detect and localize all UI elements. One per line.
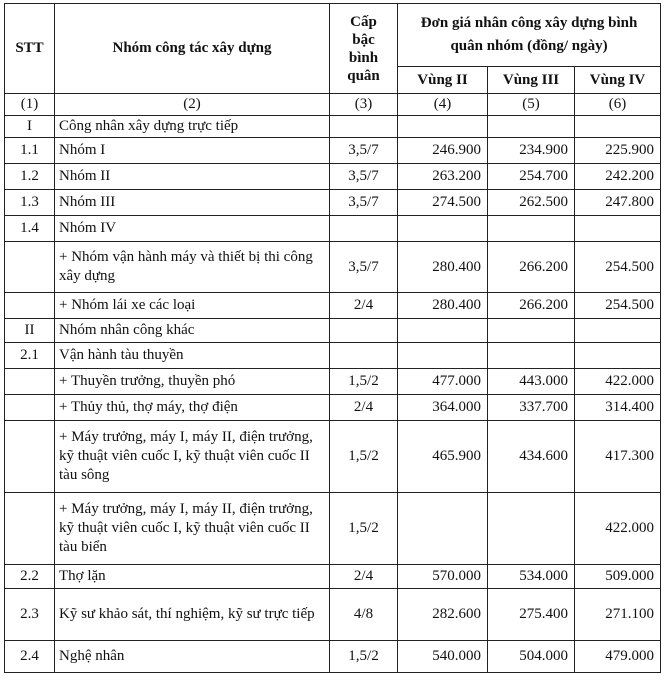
- row-v4: 422.000: [575, 369, 661, 395]
- row-name: Nhóm nhân công khác: [55, 319, 330, 343]
- row-level: 1,5/2: [330, 641, 398, 673]
- table-row: [5, 395, 661, 421]
- row-v3: 434.600: [488, 421, 575, 493]
- row-stt: II: [5, 319, 55, 343]
- header-price: Đơn giá nhân công xây dựng bình quân nhóm (đồng/ ngày): [398, 4, 661, 67]
- row-level: 1,5/2: [330, 493, 398, 565]
- row-v3: 234.900: [488, 138, 575, 164]
- header-level-line: bậc: [352, 31, 375, 48]
- row-v3: [488, 216, 575, 242]
- row-stt: 2.2: [5, 565, 55, 589]
- row-v4: 314.400: [575, 395, 661, 421]
- row-name: + Thuyền trưởng, thuyền phó: [55, 369, 330, 395]
- row-level: 3,5/7: [330, 138, 398, 164]
- row-stt: [5, 369, 55, 395]
- row-v4: 417.300: [575, 421, 661, 493]
- row-level: 3,5/7: [330, 190, 398, 216]
- row-name: + Thủy thủ, thợ máy, thợ điện: [55, 395, 330, 421]
- header-level: [330, 4, 398, 94]
- row-name: + Nhóm vận hành máy và thiết bị thi công xây dựng: [55, 242, 330, 293]
- table-row: [5, 242, 661, 293]
- row-v4: 254.500: [575, 293, 661, 319]
- row-v3: 254.700: [488, 164, 575, 190]
- row-level: [330, 319, 398, 343]
- row-v4: 242.200: [575, 164, 661, 190]
- table-row: [5, 421, 661, 493]
- row-level: 2/4: [330, 395, 398, 421]
- row-v3: 275.400: [488, 589, 575, 641]
- row-level: 2/4: [330, 293, 398, 319]
- header-region-3: Vùng III: [488, 67, 575, 94]
- row-v2: 282.600: [398, 589, 488, 641]
- table-row: [5, 589, 661, 641]
- row-level: 2/4: [330, 565, 398, 589]
- row-stt: 2.1: [5, 343, 55, 369]
- col-number: (5): [488, 94, 575, 116]
- header-group: Nhóm công tác xây dựng: [55, 4, 330, 94]
- row-stt: [5, 421, 55, 493]
- row-level: 1,5/2: [330, 369, 398, 395]
- row-name: + Nhóm lái xe các loại: [55, 293, 330, 319]
- row-stt: 2.4: [5, 641, 55, 673]
- table-row: [5, 565, 661, 589]
- row-name: + Máy trưởng, máy I, máy II, điện trưởng, kỹ thuật viên cuốc I, kỹ thuật viên cuốc II tàu sông: [55, 421, 330, 493]
- row-stt: I: [5, 116, 55, 138]
- table-row: [5, 343, 661, 369]
- row-v2: 280.400: [398, 293, 488, 319]
- row-v4: 422.000: [575, 493, 661, 565]
- row-v3: 504.000: [488, 641, 575, 673]
- table-row: [5, 116, 661, 138]
- table-row: [5, 293, 661, 319]
- row-v3: [488, 493, 575, 565]
- row-v2: [398, 343, 488, 369]
- row-v4: 271.100: [575, 589, 661, 641]
- row-v3: [488, 319, 575, 343]
- row-level: [330, 216, 398, 242]
- row-v2: [398, 319, 488, 343]
- row-name: + Máy trưởng, máy I, máy II, điện trưởng, kỹ thuật viên cuốc I, kỹ thuật viên cuốc II tàu biển: [55, 493, 330, 565]
- table-row: [5, 138, 661, 164]
- row-stt: [5, 242, 55, 293]
- table-row: [5, 369, 661, 395]
- row-v3: 337.700: [488, 395, 575, 421]
- row-v2: 274.500: [398, 190, 488, 216]
- col-number: (2): [55, 94, 330, 116]
- row-name: Nhóm I: [55, 138, 330, 164]
- row-stt: 1.1: [5, 138, 55, 164]
- row-v2: 465.900: [398, 421, 488, 493]
- row-level: 1,5/2: [330, 421, 398, 493]
- row-v3: [488, 343, 575, 369]
- table-row: [5, 164, 661, 190]
- col-number: (3): [330, 94, 398, 116]
- row-v4: 225.900: [575, 138, 661, 164]
- row-level: 4/8: [330, 589, 398, 641]
- row-v4: [575, 319, 661, 343]
- row-v3: 262.500: [488, 190, 575, 216]
- row-level: [330, 343, 398, 369]
- col-number: (6): [575, 94, 661, 116]
- row-v2: 246.900: [398, 138, 488, 164]
- table-row: [5, 641, 661, 673]
- row-name: Vận hành tàu thuyền: [55, 343, 330, 369]
- table-row: [5, 190, 661, 216]
- row-name: Công nhân xây dựng trực tiếp: [55, 116, 330, 138]
- col-number: (1): [5, 94, 55, 116]
- row-v2: 280.400: [398, 242, 488, 293]
- table-row: [5, 216, 661, 242]
- row-v2: 364.000: [398, 395, 488, 421]
- row-v3: [488, 116, 575, 138]
- labor-price-table: [4, 3, 661, 673]
- row-v2: 477.000: [398, 369, 488, 395]
- row-level: 3,5/7: [330, 242, 398, 293]
- row-v4: [575, 116, 661, 138]
- row-v4: 254.500: [575, 242, 661, 293]
- row-stt: 2.3: [5, 589, 55, 641]
- row-v3: 266.200: [488, 293, 575, 319]
- row-stt: [5, 395, 55, 421]
- row-stt: [5, 293, 55, 319]
- row-v3: 443.000: [488, 369, 575, 395]
- row-stt: [5, 493, 55, 565]
- col-number: (4): [398, 94, 488, 116]
- header-level-line: Cấp: [350, 13, 377, 30]
- header-region-2: Vùng II: [398, 67, 488, 94]
- row-v4: 479.000: [575, 641, 661, 673]
- row-stt: 1.4: [5, 216, 55, 242]
- row-v2: 540.000: [398, 641, 488, 673]
- row-v2: [398, 216, 488, 242]
- header-stt: STT: [5, 4, 55, 94]
- row-name: Nghệ nhân: [55, 641, 330, 673]
- row-v3: 266.200: [488, 242, 575, 293]
- header-level-line: bình: [348, 49, 379, 66]
- row-v2: 263.200: [398, 164, 488, 190]
- header-region-4: Vùng IV: [575, 67, 661, 94]
- row-level: 3,5/7: [330, 164, 398, 190]
- row-level: [330, 116, 398, 138]
- row-v4: [575, 216, 661, 242]
- header-level-line: quân: [347, 67, 380, 84]
- row-stt: 1.2: [5, 164, 55, 190]
- row-name: Nhóm II: [55, 164, 330, 190]
- row-stt: 1.3: [5, 190, 55, 216]
- row-v4: [575, 343, 661, 369]
- row-name: Nhóm III: [55, 190, 330, 216]
- row-v3: 534.000: [488, 565, 575, 589]
- row-name: Nhóm IV: [55, 216, 330, 242]
- row-v2: [398, 493, 488, 565]
- row-v4: 247.800: [575, 190, 661, 216]
- table-row: [5, 319, 661, 343]
- row-v2: [398, 116, 488, 138]
- row-v4: 509.000: [575, 565, 661, 589]
- table-row: [5, 493, 661, 565]
- row-name: Thợ lặn: [55, 565, 330, 589]
- row-v2: 570.000: [398, 565, 488, 589]
- row-name: Kỹ sư khảo sát, thí nghiệm, kỹ sư trực tiếp: [55, 589, 330, 641]
